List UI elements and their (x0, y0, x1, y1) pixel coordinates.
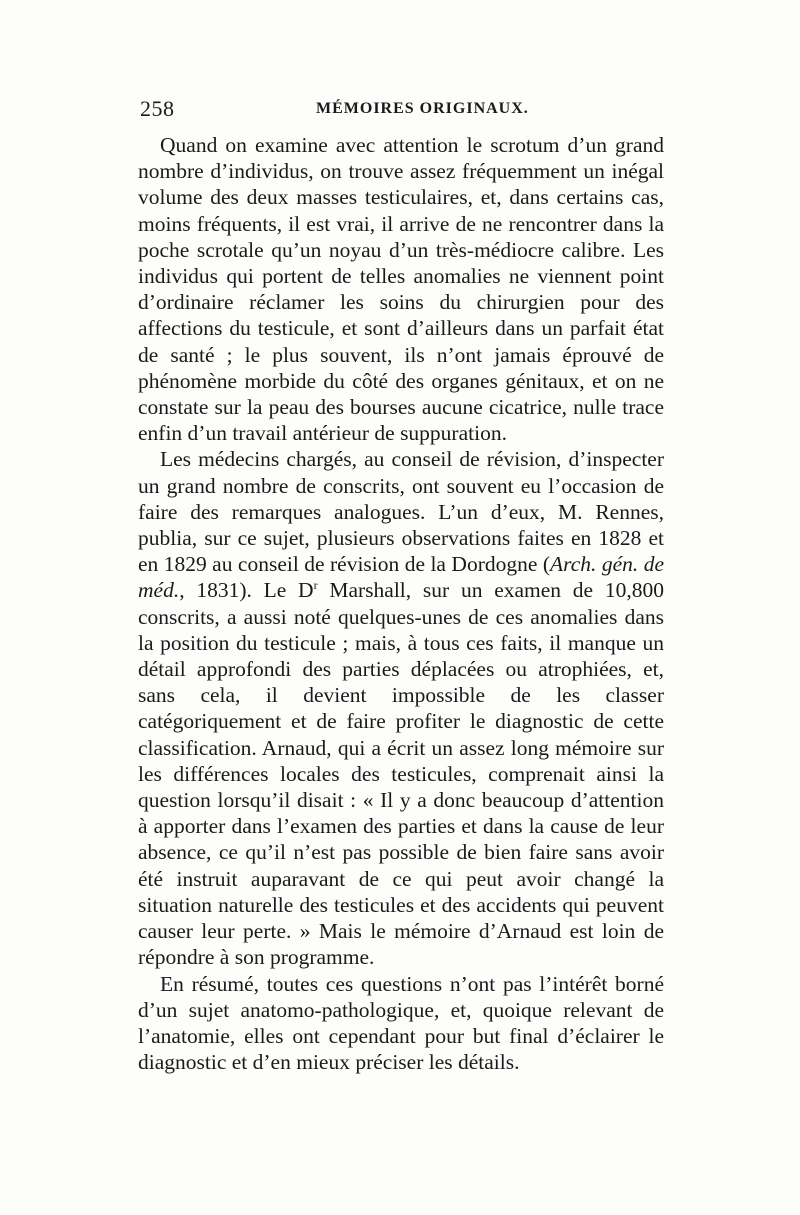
page-number: 258 (140, 96, 175, 121)
doctor-superscript: r (313, 578, 318, 593)
running-title: MÉMOIRES ORIGINAUX. (316, 100, 529, 117)
paragraph-3: En résumé, toutes ces questions n’ont pas l’intérêt borné d’un sujet anatomo-pathologique, et, quoique relevant de l’anatomie, elles ont cependant pour but final d’éclairer le diagnostic et d’en mieux préciser les détails. (138, 971, 664, 1075)
running-head (138, 96, 662, 126)
paragraph-1: Quand on examine avec attention le scrotum d’un grand nombre d’individus, on trouve assez fréquemment un inégal volume des deux masses testiculaires, et, dans certains cas, moins fréquents, il est vrai, il arrive de ne rencontrer dans la poche scrotale qu’un noyau d’un très-médiocre calibre. Les individus qui portent de telles anomalies ne viennent point d’ordinaire réclamer les soins du chirurgien pour des affections du testicule, et sont d’ailleurs dans un parfait état de santé ; le plus souvent, ils n’ont jamais éprouvé de phénomène morbide du côté des organes génitaux, et on ne constate sur la peau des bourses aucune cicatrice, nulle trace enfin d’un travail antérieur de suppuration. (138, 133, 664, 446)
paragraph-2 (138, 446, 664, 970)
journal-citation: Arch. gén. de méd. (138, 552, 664, 603)
paragraph-2-part-3: Marshall, sur un examen de 10,800 conscrits, a aussi noté quelques-unes de ces anomalies dans la position du testicule ; mais, à tous ces faits, il manque un détail approfondi des parties déplacées ou atrophiées, et, sans cela, il devient impossible de les classer catégoriquement et de faire profiter le diagnostic de cette classification. Arnaud, qui a écrit un assez long mémoire sur les différences locales des testicules, comprenait ainsi la question lorsqu’il disait : « Il y a donc beaucoup d’attention à apporter dans l’examen des parties et dans la cause de leur absence, ce qu’il n’est pas possible de bien faire sans avoir été instruit auparavant de ce qui peut avoir changé la situation naturelle des testicules et des accidents qui peuvent causer leur perte. » Mais le mémoire d’Arnaud est loin de répondre à son programme. (138, 578, 664, 970)
body-text (138, 132, 664, 1075)
paragraph-2-part-2: , 1831). Le D (179, 578, 314, 603)
paragraph-2-part-1: Les médecins chargés, au conseil de révision, d’inspecter un grand nombre de conscrits, ont souvent eu l’occasion de faire des remarques analogues. L’un d’eux, M. Rennes, publia, sur ce sujet, plusieurs observations faites en 1828 et en 1829 au conseil de révision de la Dordogne ( (138, 447, 664, 577)
